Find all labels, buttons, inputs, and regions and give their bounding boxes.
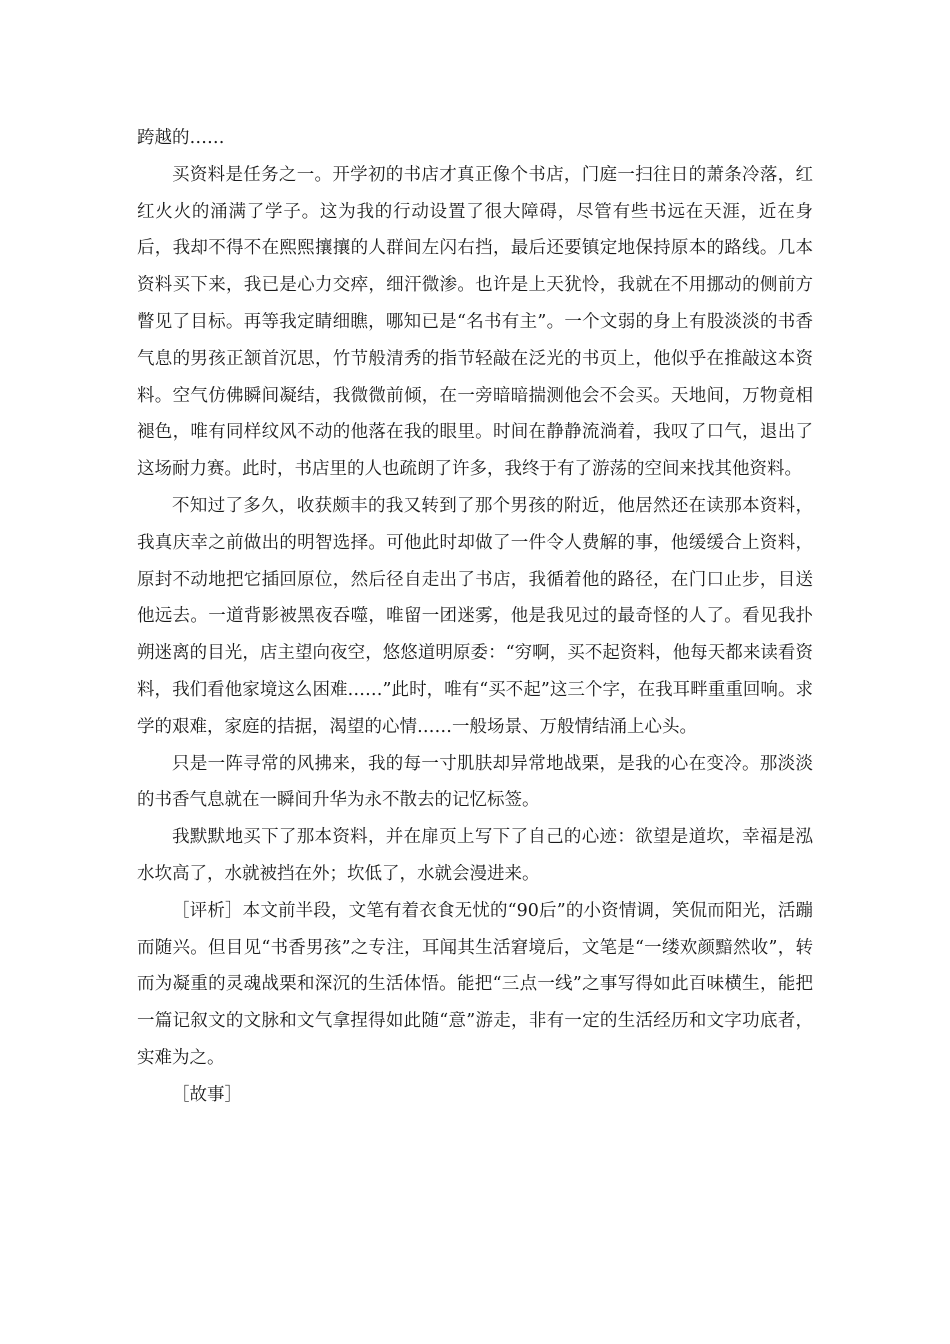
- paragraph-4: 只是一阵寻常的风拂来，我的每一寸肌肤却异常地战栗，是我的心在变冷。那淡淡的书香气息就在一瞬间升华为永不散去的记忆标签。: [137, 753, 813, 811]
- paragraph-5: 我默默地买下了那本资料，并在扉页上写下了自己的心迹：欲望是道坎，幸福是泓水坎高了，水就被挡在外；坎低了，水就会漫进来。: [137, 827, 813, 884]
- paragraph-3: 不知过了多久，收获颇丰的我又转到了那个男孩的附近，他居然还在读那本资料，我真庆幸之前做出的明智选择。可他此时却做了一件令人费解的事，他缓缓合上资料，原封不动地把它插回原位，然后径自走出了书店，我循着他的路径，在门口止步，目送他远去。一道背影被黑夜吞噬，唯留一团迷雾，他是我见过的最奇怪的人了。看见我扑朔迷离的目光，店主望向夜空，悠悠道明原委：“穷啊，买不起资料，他每天都来读看资料，我们看他家境这么困难……”此时，唯有“买不起”这三个字，在我耳畔重重回响。求学的艰难，家庭的拮据，渴望的心情……一般场景、万般情结涌上心头。: [137, 495, 813, 737]
- paragraph-2: 买资料是任务之一。开学初的书店才真正像个书店，门庭一扫往日的萧条冷落，红红火火的涌满了学子。这为我的行动设置了很大障碍，尽管有些书远在天涯，近在身后，我却不得不在熙熙攘攘的人群间左闪右挡，最后还要镇定地保持原本的路线。几本资料买下来，我已是心力交瘁，细汗微渗。也许是上天犹怜，我就在不用挪动的侧前方瞥见了目标。再等我定睛细瞧，哪知已是“名书有主”。一个文弱的身上有股淡淡的书香气息的男孩正颔首沉思，竹节般清秀的指节轻敲在泛光的书页上，他似乎在推敲这本资料。空气仿佛瞬间凝结，我微微前倾，在一旁暗暗揣测他会不会买。天地间，万物竟相褪色，唯有同样纹风不动的他落在我的眼里。时间在静静流淌着，我叹了口气，退出了这场耐力赛。此时，书店里的人也疏朗了许多，我终于有了游荡的空间来找其他资料。: [137, 164, 813, 480]
- document-body: [137, 120, 813, 1114]
- commentary-paragraph: ［评析］本文前半段，文笔有着衣食无忧的“90后”的小资情调，笑侃而阳光，活蹦而随兴。但目见“书香男孩”之专注，耳闻其生活窘境后，文笔是“一缕欢颜黯然收”，转而为凝重的灵魂战栗和深沉的生活体悟。能把“三点一线”之事写得如此百味横生，能把一篇记叙文的文脉和文气拿捏得如此随“意”游走，非有一定的生活经历和文字功底者，实难为之。: [137, 900, 813, 1068]
- paragraph-1: 跨越的……: [137, 128, 225, 148]
- story-heading: ［故事］: [172, 1084, 242, 1105]
